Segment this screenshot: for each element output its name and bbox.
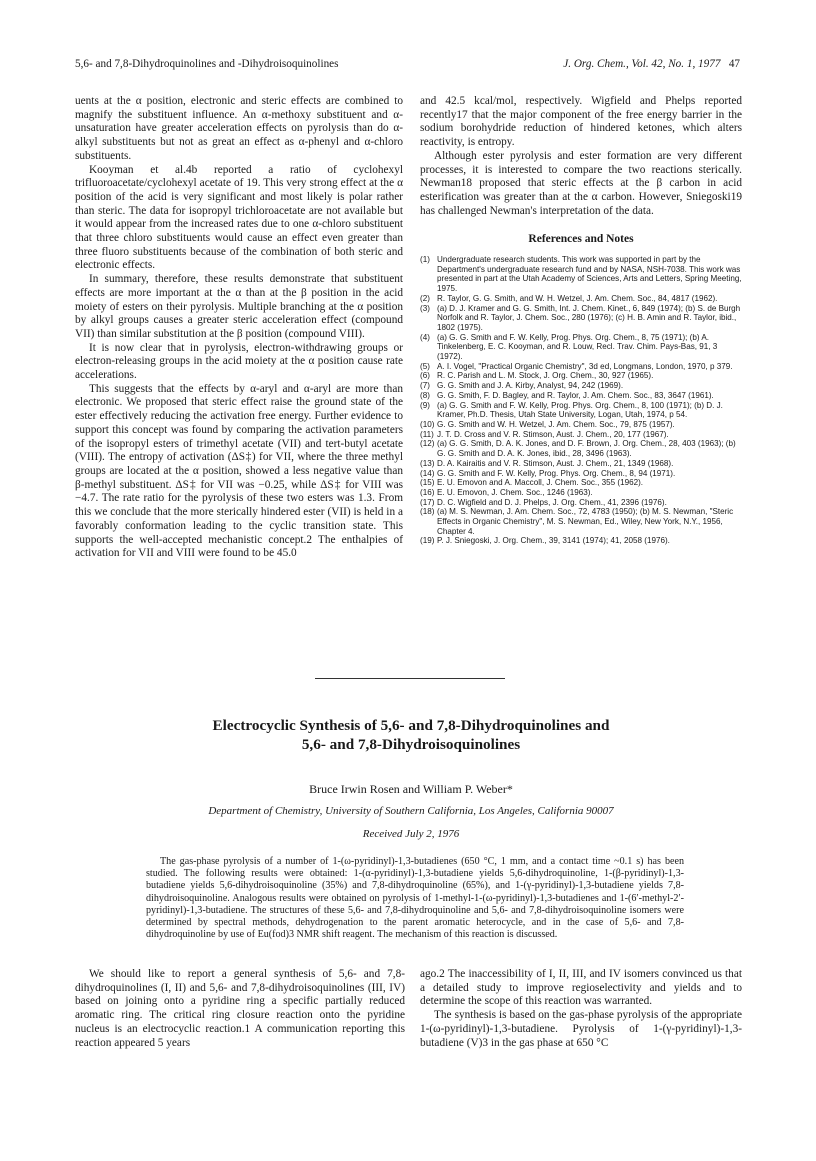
reference-item — [420, 498, 742, 508]
reference-number: (17) — [420, 497, 435, 507]
reference-number: (19) — [420, 536, 435, 546]
paragraph: In summary, therefore, these results demonstrate that substituent effects are more important at the α than at the β position in the acid moiety of esters on their pyrolysis. Multiple branching at the α position by alkyl groups causes a greater steric acceleration effect (compound VII) than similar substitution at the β position (compound VIII). — [75, 273, 403, 340]
article-body-left — [75, 968, 405, 1050]
section-divider — [315, 678, 505, 679]
reference-item — [420, 439, 742, 458]
reference-item — [420, 362, 742, 372]
reference-item — [420, 391, 742, 401]
paragraph: We should like to report a general synthesis of 5,6- and 7,8-dihydroquinolines (I, II) and 5,6- and 7,8-dihydroisoquinolines (III, IV) based on joining onto a pyridine ring a specific partially reduced aromatic ring. The critical ring closure reaction onto the pyridine nucleus is an electrocyclic reaction.1 A communication reporting this reaction appeared 5 years — [75, 968, 405, 1049]
reference-item — [420, 488, 742, 498]
reference-text: G. G. Smith and F. W. Kelly, Prog. Phys. Org. Chem., 8, 94 (1971). — [437, 468, 676, 478]
reference-number: (6) — [420, 371, 430, 381]
reference-number: (11) — [420, 429, 434, 439]
reference-item — [420, 478, 742, 488]
reference-item — [420, 371, 742, 381]
reference-number: (8) — [420, 390, 430, 400]
reference-text: D. C. Wigfield and D. J. Phelps, J. Org. Chem., 41, 2396 (1976). — [437, 497, 667, 507]
reference-text: D. A. Kairaitis and V. R. Stimson, Aust. J. Chem., 21, 1349 (1968). — [437, 458, 674, 468]
reference-item — [420, 459, 742, 469]
reference-text: E. U. Emovon and A. Maccoll, J. Chem. Soc., 355 (1962). — [437, 478, 644, 488]
reference-number: (9) — [420, 400, 430, 410]
reference-text: (a) G. G. Smith and F. W. Kelly, Prog. Phys. Org. Chem., 8, 75 (1971); (b) A. Tinkelenberg, E. C. Kooyman, and R. Louw, Recl. Trav. Chim. Pays-Bas, 91, 3 (1972). — [437, 332, 718, 362]
references-heading: References and Notes — [528, 233, 634, 246]
reference-text: R. C. Parish and L. M. Stock, J. Org. Chem., 30, 927 (1965). — [437, 371, 654, 381]
reference-text: (a) G. G. Smith, D. A. K. Jones, and D. F. Brown, J. Org. Chem., 28, 403 (1963); (b) G. G. Smith and D. A. K. Jones, ibid., 28, 3496 (1963). — [437, 439, 736, 459]
reference-number: (10) — [420, 419, 435, 429]
reference-number: (13) — [420, 458, 435, 468]
reference-text: A. I. Vogel, "Practical Organic Chemistry", 3d ed, Longmans, London, 1970, p 379. — [437, 361, 733, 371]
article-affiliation: Department of Chemistry, University of Southern California, Los Angeles, California 90007 — [208, 805, 614, 817]
reference-item — [420, 507, 742, 536]
reference-number: (3) — [420, 303, 430, 313]
running-head-journal — [563, 58, 740, 70]
reference-number: (1) — [420, 255, 430, 265]
article-authors: Bruce Irwin Rosen and William P. Weber* — [309, 782, 513, 796]
reference-number: (15) — [420, 478, 435, 488]
reference-item — [420, 536, 742, 546]
article-title-line: 5,6- and 7,8-Dihydroisoquinolines — [301, 736, 521, 753]
reference-text: J. T. D. Cross and V. R. Stimson, Aust. J. Chem., 20, 177 (1967). — [437, 429, 669, 439]
reference-text: G. G. Smith and W. H. Wetzel, J. Am. Chem. Soc., 79, 875 (1957). — [437, 419, 675, 429]
reference-text: G. G. Smith, F. D. Bagley, and R. Taylor, J. Am. Chem. Soc., 83, 3647 (1961). — [437, 390, 714, 400]
reference-text: (a) G. G. Smith and F. W. Kelly, Prog. Phys. Org. Chem., 8, 100 (1971); (b) D. J. Kramer, Ph.D. Thesis, Utah State University, Logan, Utah, 1974, p 54. — [437, 400, 723, 420]
reference-number: (2) — [420, 293, 430, 303]
received-date: Received July 2, 1976 — [362, 828, 460, 840]
paragraph: The synthesis is based on the gas-phase pyrolysis of the appropriate 1-(ω-pyridinyl)-1,3-butadiene. Pyrolysis of 1-(γ-pyridinyl)-1,3-butadiene (V)3 in the gas phase at 650 °C — [420, 1009, 742, 1049]
journal-citation: J. Org. Chem., Vol. 42, No. 1, 1977 — [563, 58, 721, 70]
reference-text: R. Taylor, G. G. Smith, and W. H. Wetzel, J. Am. Chem. Soc., 84, 4817 (1962). — [437, 293, 718, 303]
reference-number: (16) — [420, 487, 435, 497]
paragraph: It is now clear that in pyrolysis, electron-withdrawing groups or electron-releasing groups in the acid moiety at the α position cause rate accelerations. — [75, 341, 403, 382]
paragraph: ago.2 The inaccessibility of I, II, III, and IV isomers convinced us that a detailed study to improve regioselectivity and yields and to determine the scope of this reaction was warranted. — [420, 968, 742, 1008]
reference-number: (14) — [420, 468, 435, 478]
reference-text: E. U. Emovon, J. Chem. Soc., 1246 (1963). — [437, 487, 593, 497]
right-column — [420, 95, 742, 546]
references-list — [420, 255, 742, 546]
abstract: The gas-phase pyrolysis of a number of 1-(ω-pyridinyl)-1,3-butadienes (650 °C, 1 mm, and a contact time ~0.1 s) has been studied. The following results were obtained: 1-(α-pyridinyl)-1,3-butadiene yields 5,6-dihydroquinoline, 1-(β-pyridinyl)-1,3-butadiene yields 5,6-dihydroisoquinoline (35%) and 7,8-dihydroquinoline (65%), and 1-(γ-pyridinyl)-1,3-butadiene yields 7,8-dihydroisoquinoline. Analogous results were obtained on pyrolysis of 1-methyl-1-(ω-pyridinyl)-1,3-butadienes and 1-(6′-methyl-2′-pyridinyl)-1,3-butadiene. The structures of these 5,6- and 7,8-dihydroquinoline and 5,6- and 7,8-dihydroisoquinoline isomers were determined by spectral methods, dehydrogenation to the parent aromatic heterocycle, and in the case of 5,6- and 7,8-dihydroquinoline by use of Eu(fod)3 NMR shift reagent. The mechanism of this reaction is discussed. — [146, 856, 684, 941]
reference-number: (18) — [420, 507, 435, 517]
paragraph: uents at the α position, electronic and steric effects are combined to magnify the substituent influence. An α-methoxy substituent and α-unsaturation have greater acceleration effects on pyrolysis than do α-alkyl substituents but not as great an effect as α-phenyl and α-chloro substituents. — [75, 95, 403, 162]
paragraph: Although ester pyrolysis and ester formation are very different processes, it is interested to compare the two reactions sterically. Newman18 proposed that steric effects at the β carbon in acid esterification was greater than at the α carbon. However, Sniegoski19 has challenged Newman's interpretation of the data. — [420, 149, 742, 217]
article-title-line: Electrocyclic Synthesis of 5,6- and 7,8-Dihydroquinolines and — [212, 717, 610, 734]
paragraph: and 42.5 kcal/mol, respectively. Wigfield and Phelps reported recently17 that the major component of the free energy barrier in the sodium borohydride reduction of hindered ketones, which alters reactivity, is entropy. — [420, 95, 742, 149]
reference-text: P. J. Sniegoski, J. Org. Chem., 39, 3141 (1974); 41, 2058 (1976). — [437, 536, 670, 546]
reference-number: (7) — [420, 381, 430, 391]
reference-number: (5) — [420, 361, 430, 371]
reference-item — [420, 294, 742, 304]
reference-text: (a) M. S. Newman, J. Am. Chem. Soc., 72, 4783 (1950); (b) M. S. Newman, "Steric Effects in Organic Chemistry", M. S. Newman, Ed., Wiley, New York, N.Y., 1956, Chapter 4. — [437, 507, 734, 536]
reference-text: Undergraduate research students. This work was supported in part by the Department's undergraduate research fund and by NASA, NSH-7038. This work was presented in part at the Utah Academy of Sciences, Arts and Letters, Spring Meeting, 1975. — [437, 255, 742, 294]
paragraph: This suggests that the effects by α-aryl and α-aryl are more than electronic. We proposed that steric effect raise the ground state of the ester effectively reducing the activation free energy. Further evidence to support this concept was found by comparing the activation parameters of the isopropyl esters of trimethyl acetate (VII) and tert-butyl acetate (VIII). The entropy of activation (ΔS‡) for VII, where the three methyl groups are located at the α position, showed a less negative value than β-methyl substituent. ΔS‡ for VII was −0.25, while ΔS‡ for VIII was −4.7. The rate ratio for the pyrolysis of these two esters was 1.3. From this we conclude that the more sterically hindered ester (VII) is held in a favorably conformation leading to the cyclic transition state. This supports the well-accepted mechanistic concept.2 The enthalpies of activation for VII and VIII were found to be 45.0 — [75, 382, 403, 560]
reference-number: (12) — [420, 439, 435, 449]
reference-number: (4) — [420, 332, 430, 342]
reference-item — [420, 381, 742, 391]
running-header — [75, 58, 740, 70]
reference-text: G. G. Smith and J. A. Kirby, Analyst, 94, 242 (1969). — [437, 381, 624, 391]
reference-item — [420, 430, 742, 440]
reference-item — [420, 304, 742, 333]
left-column — [75, 95, 403, 561]
reference-item — [420, 255, 742, 294]
page-number: 47 — [728, 58, 740, 70]
reference-item — [420, 420, 742, 430]
paragraph: Kooyman et al.4b reported a ratio of cyclohexyl trifluoroacetate/cyclohexyl acetate of 19. This very strong effect at the α position of the acid is very significant and most likely is polar rather than steric. The data for isopropyl trichloroacetate are not available but it would appear from the increased rates due to one α-chloro substituent that three chloro substituents would cause an effect even greater than three fluoro substituents because of the combination of both steric and electronic effects. — [75, 163, 403, 272]
reference-item — [420, 469, 742, 479]
reference-item — [420, 333, 742, 362]
reference-text: (a) D. J. Kramer and G. G. Smith, Int. J. Chem. Kinet., 6, 849 (1974); (b) S. de Burgh Norfolk and R. Taylor, J. Chem. Soc., 280 (1976); (c) H. B. Amin and R. Taylor, ibid., 1802 (1975). — [437, 303, 741, 332]
article-body-right — [420, 968, 742, 1050]
running-head-title: 5,6- and 7,8-Dihydroquinolines and -Dihydroisoquinolines — [75, 58, 339, 70]
article-title — [60, 716, 762, 754]
reference-item — [420, 401, 742, 420]
